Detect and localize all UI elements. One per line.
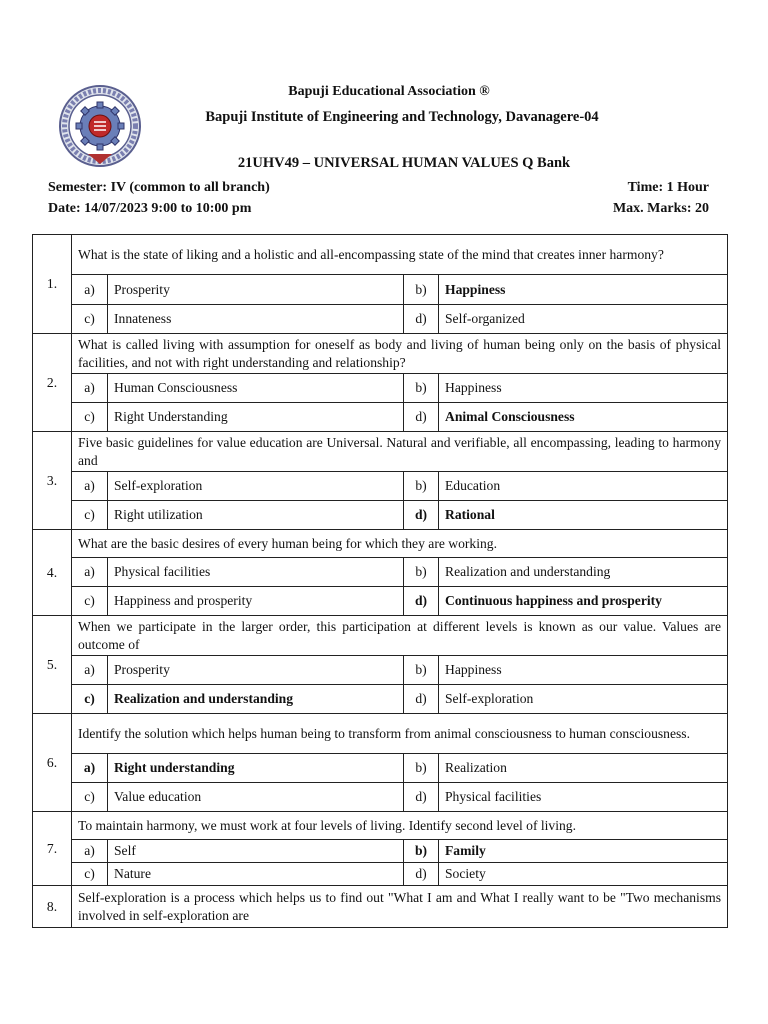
option-row [33, 863, 728, 886]
option-label: c) [72, 587, 108, 616]
option-c: Value education [108, 783, 404, 812]
option-d-answer: Rational [439, 501, 728, 530]
option-a: Self [108, 840, 404, 863]
option-label: b) [404, 558, 439, 587]
question-number: 4. [33, 530, 72, 616]
option-label: b) [404, 275, 439, 305]
option-a: Prosperity [108, 656, 404, 685]
option-d-answer: Continuous happiness and prosperity [439, 587, 728, 616]
option-row [33, 587, 728, 616]
question-row [33, 886, 728, 928]
option-row [33, 558, 728, 587]
max-marks-label: Max. Marks: 20 [612, 201, 709, 216]
question-text: Identify the solution which helps human being to transform from animal consciousness to human consciousness. [72, 714, 728, 754]
time-label: Time: 1 Hour [627, 180, 709, 195]
semester-label: Semester: IV (common to all branch) [48, 180, 270, 195]
question-row [33, 616, 728, 656]
option-c: Nature [108, 863, 404, 886]
question-text: What are the basic desires of every human being for which they are working. [72, 530, 728, 558]
association-name: Bapuji Educational Association ® [288, 84, 490, 99]
option-b: Education [439, 472, 728, 501]
option-d: Self-organized [439, 305, 728, 334]
option-a: Prosperity [108, 275, 404, 305]
option-label: a) [72, 374, 108, 403]
option-c: Right utilization [108, 501, 404, 530]
option-label: d) [404, 403, 439, 432]
question-text: Self-exploration is a process which helps us to find out "What I am and What I really want to be "Two mechanisms involved in self-exploration are [72, 886, 728, 928]
question-text: What is the state of liking and a holistic and all-encompassing state of the mind that creates inner harmony? [72, 235, 728, 275]
option-a-answer: Right understanding [108, 754, 404, 783]
option-label: d) [404, 685, 439, 714]
option-label: a) [72, 472, 108, 501]
institute-name: Bapuji Institute of Engineering and Technology, Davanagere-04 [205, 109, 599, 125]
option-label-answer: c) [72, 685, 108, 714]
option-label: a) [72, 275, 108, 305]
option-row [33, 275, 728, 305]
option-label: c) [72, 783, 108, 812]
document-title: 21UHV49 – UNIVERSAL HUMAN VALUES Q Bank [237, 155, 571, 171]
option-label: d) [404, 305, 439, 334]
question-number: 3. [33, 432, 72, 530]
question-row [33, 714, 728, 754]
option-label-answer: d) [404, 587, 439, 616]
question-number: 2. [33, 334, 72, 432]
option-row [33, 305, 728, 334]
option-d: Self-exploration [439, 685, 728, 714]
question-text: What is called living with assumption for oneself as body and living of human being only on the basis of physical facilities, and not with right understanding and relationship? [72, 334, 728, 374]
question-row [33, 530, 728, 558]
option-label: c) [72, 305, 108, 334]
question-number: 1. [33, 235, 72, 334]
option-c: Happiness and prosperity [108, 587, 404, 616]
question-table [32, 234, 728, 928]
option-b: Realization [439, 754, 728, 783]
option-label: c) [72, 501, 108, 530]
option-label-answer: b) [404, 840, 439, 863]
option-label: b) [404, 754, 439, 783]
question-number: 8. [33, 886, 72, 928]
option-row [33, 374, 728, 403]
option-label: d) [404, 863, 439, 886]
question-text: When we participate in the larger order, this participation at different levels is known as our value. Values are outcome of [72, 616, 728, 656]
question-row [33, 812, 728, 840]
option-c-answer: Realization and understanding [108, 685, 404, 714]
option-label: a) [72, 656, 108, 685]
question-text: To maintain harmony, we must work at four levels of living. Identify second level of living. [72, 812, 728, 840]
option-row [33, 685, 728, 714]
option-b: Happiness [439, 656, 728, 685]
option-label: c) [72, 403, 108, 432]
option-label: a) [72, 558, 108, 587]
option-label: d) [404, 783, 439, 812]
option-label: b) [404, 472, 439, 501]
option-row [33, 840, 728, 863]
question-row [33, 432, 728, 472]
option-row [33, 754, 728, 783]
option-d: Physical facilities [439, 783, 728, 812]
option-b-answer: Family [439, 840, 728, 863]
option-label-answer: a) [72, 754, 108, 783]
question-row [33, 235, 728, 275]
option-label: b) [404, 374, 439, 403]
date-label: Date: 14/07/2023 9:00 to 10:00 pm [48, 201, 252, 216]
option-d: Society [439, 863, 728, 886]
option-row [33, 472, 728, 501]
option-d-answer: Animal Consciousness [439, 403, 728, 432]
option-label: a) [72, 840, 108, 863]
option-label: c) [72, 863, 108, 886]
option-b: Realization and understanding [439, 558, 728, 587]
option-b-answer: Happiness [439, 275, 728, 305]
question-number: 5. [33, 616, 72, 714]
question-number: 7. [33, 812, 72, 886]
option-label-answer: d) [404, 501, 439, 530]
option-label: b) [404, 656, 439, 685]
option-row [33, 783, 728, 812]
option-a: Physical facilities [108, 558, 404, 587]
option-row [33, 403, 728, 432]
option-a: Self-exploration [108, 472, 404, 501]
option-row [33, 656, 728, 685]
option-row [33, 501, 728, 530]
option-a: Human Consciousness [108, 374, 404, 403]
option-c: Innateness [108, 305, 404, 334]
option-c: Right Understanding [108, 403, 404, 432]
question-number: 6. [33, 714, 72, 812]
question-text: Five basic guidelines for value education are Universal. Natural and verifiable, all encompassing, leading to harmony and [72, 432, 728, 472]
question-row [33, 334, 728, 374]
option-b: Happiness [439, 374, 728, 403]
